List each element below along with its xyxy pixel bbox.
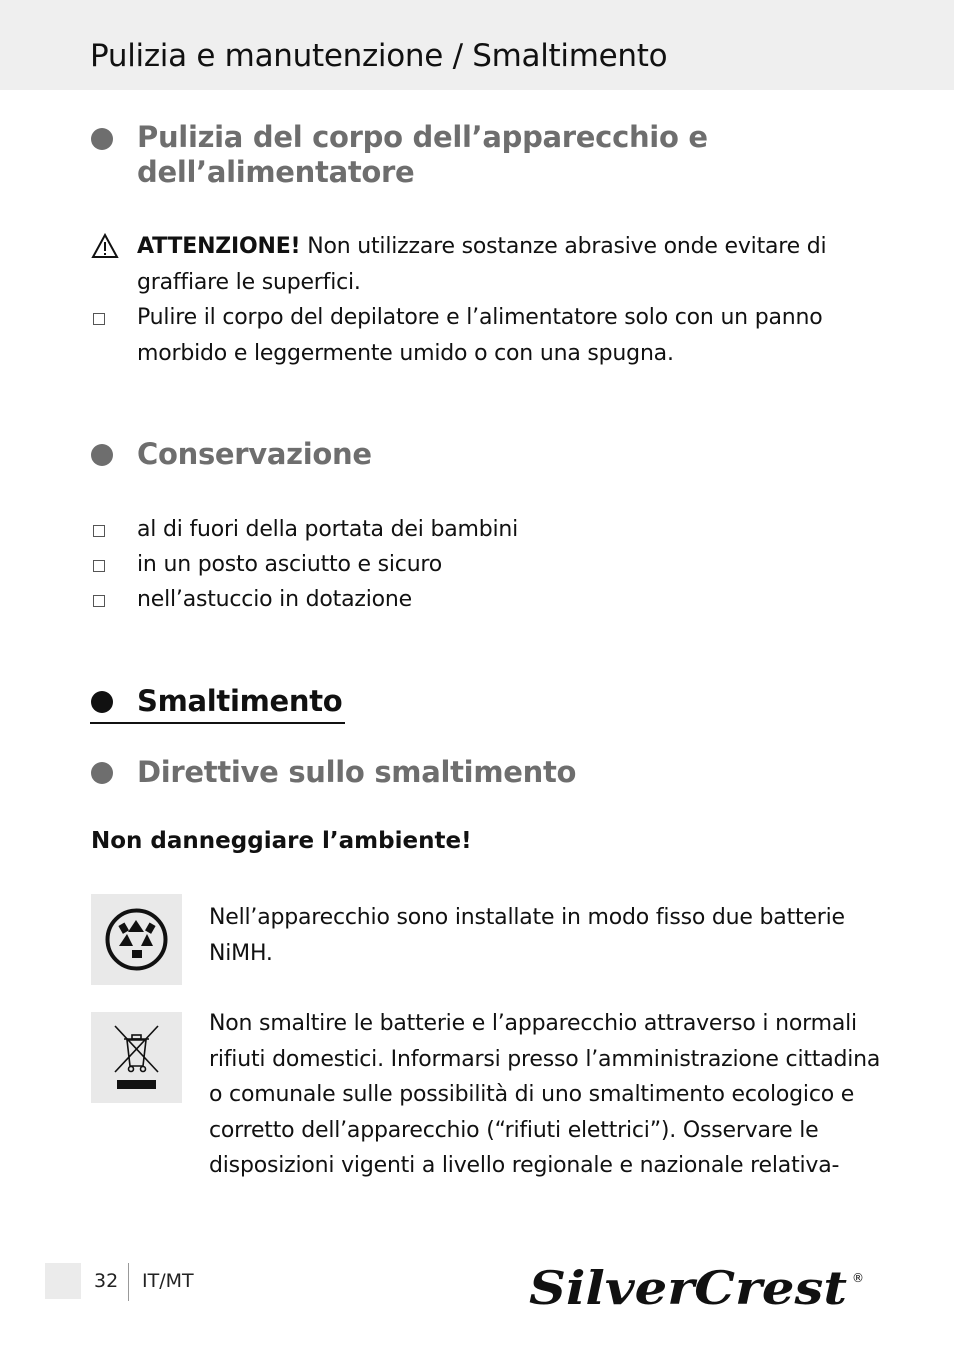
environment-heading: Non danneggiare l’ambiente! [91, 828, 472, 854]
disposal-paragraph [209, 1006, 889, 1184]
checkbox-icon [93, 595, 105, 607]
instruction-line: morbido e leggermente umido o con una spugna. [137, 340, 674, 366]
page-number: 32 [94, 1270, 119, 1292]
warning-triangle-icon [91, 233, 119, 259]
batteries-paragraph [209, 900, 889, 971]
page-title: Pulizia e manutenzione / Smaltimento [90, 38, 668, 74]
paragraph-line: corretto dell’apparecchio (“rifiuti elettrici”). Osservare le [209, 1117, 819, 1143]
crossed-out-bin-icon [91, 1012, 182, 1103]
section-heading-disposal: Smaltimento [137, 684, 343, 718]
checkbox-icon [93, 313, 105, 325]
warning-paragraph [137, 229, 877, 300]
brand-logo-text: SilverCrest [529, 1261, 847, 1315]
registered-mark: ® [852, 1271, 864, 1285]
warning-label: ATTENZIONE! [137, 234, 301, 259]
warning-line: graffiare le superfici. [137, 269, 361, 295]
heading-line: dell’alimentatore [137, 155, 415, 189]
storage-item: in un posto asciutto e sicuro [137, 552, 443, 577]
cleaning-instruction [137, 300, 877, 371]
recycling-icon [91, 894, 182, 985]
section-bullet [91, 444, 113, 466]
paragraph-line: Nell’apparecchio sono installate in modo fisso due batterie [209, 905, 845, 930]
warning-text: Non utilizzare sostanze abrasive onde evitare di [300, 234, 827, 259]
paragraph-line: NiMH. [209, 940, 273, 966]
footer-marker [45, 1263, 81, 1299]
language-code: IT/MT [142, 1270, 194, 1292]
section-heading-storage: Conservazione [137, 437, 372, 471]
paragraph-line: Non smaltire le batterie e l’apparecchio attraverso i normali [209, 1011, 857, 1036]
footer-divider [128, 1263, 129, 1301]
section-bullet [91, 691, 113, 713]
section-bullet [91, 128, 113, 150]
paragraph-line: o comunale sulle possibilità di uno smaltimento ecologico e [209, 1082, 855, 1107]
paragraph-line: rifiuti domestici. Informarsi presso l’amministrazione cittadina [209, 1046, 881, 1072]
warning-line [137, 229, 877, 265]
checkbox-icon [93, 525, 105, 537]
instruction-line: Pulire il corpo del depilatore e l’alimentatore solo con un panno [137, 305, 823, 330]
paragraph-line: disposizioni vigenti a livello regionale e nazionale relativa- [209, 1153, 840, 1178]
storage-item: al di fuori della portata dei bambini [137, 517, 519, 542]
heading-underline [90, 722, 345, 724]
checkbox-icon [93, 560, 105, 572]
section-heading-cleaning [137, 120, 708, 190]
storage-item: nell’astuccio in dotazione [137, 587, 412, 612]
heading-line: Pulizia del corpo dell’apparecchio e [137, 120, 708, 154]
brand-logo [527, 1256, 867, 1316]
section-heading-directives: Direttive sullo smaltimento [137, 755, 577, 789]
section-bullet [91, 762, 113, 784]
